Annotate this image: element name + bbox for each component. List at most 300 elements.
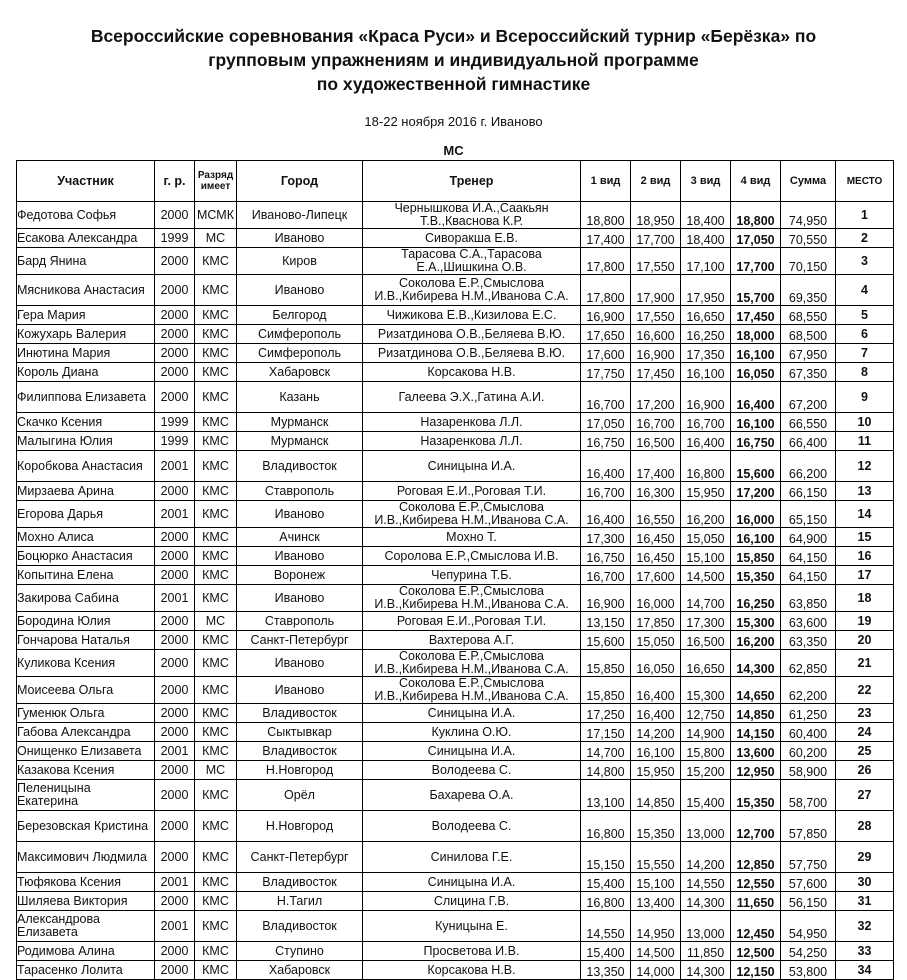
rank: КМС [195,704,237,723]
score-sum: 53,800 [781,961,836,980]
score-v3: 16,700 [681,413,731,432]
participant-name: Мясникова Анастасия [17,275,155,306]
rank: КМС [195,363,237,382]
coach: Соколова Е.Р.,Смыслова И.В.,Кибирева Н.М.,Иванова С.А. [363,275,581,306]
birth-year: 2000 [155,547,195,566]
score-v2: 14,850 [631,780,681,811]
birth-year: 2000 [155,892,195,911]
participant-name: Бородина Юлия [17,612,155,631]
score-v2: 15,050 [631,631,681,650]
score-v1: 16,900 [581,585,631,612]
coach: Роговая Е.И.,Роговая Т.И. [363,482,581,501]
header-year: г. р. [155,161,195,202]
city: Иваново [237,501,363,528]
place: 8 [836,363,894,382]
coach: Ризатдинова О.В.,Беляева В.Ю. [363,325,581,344]
score-v2: 15,550 [631,842,681,873]
participant-name: Гера Мария [17,306,155,325]
score-v2: 17,550 [631,248,681,275]
participant-name: Онищенко Елизавета [17,742,155,761]
rank: МС [195,612,237,631]
score-v1: 17,800 [581,275,631,306]
participant-name: Максимович Людмила [17,842,155,873]
score-v4: 12,150 [731,961,781,980]
coach: Куницына Е. [363,911,581,942]
coach: Тарасова С.А.,Тарасова Е.А.,Шишкина О.В. [363,248,581,275]
score-v3: 16,400 [681,432,731,451]
score-v3: 15,300 [681,677,731,704]
score-v2: 15,350 [631,811,681,842]
rank: КМС [195,528,237,547]
score-v4: 18,800 [731,202,781,229]
participant-name: Гуменюк Ольга [17,704,155,723]
score-v3: 14,550 [681,873,731,892]
coach: Просветова И.В. [363,942,581,961]
place: 14 [836,501,894,528]
rank: КМС [195,482,237,501]
city: Санкт-Петербург [237,842,363,873]
rank: КМС [195,566,237,585]
birth-year: 2000 [155,482,195,501]
score-sum: 65,150 [781,501,836,528]
participant-name: Габова Александра [17,723,155,742]
place: 27 [836,780,894,811]
rank: КМС [195,892,237,911]
coach: Назаренкова Л.Л. [363,413,581,432]
score-sum: 63,850 [781,585,836,612]
header-row [17,161,894,202]
score-sum: 62,200 [781,677,836,704]
table-row [17,811,894,842]
score-v3: 15,100 [681,547,731,566]
rank: КМС [195,650,237,677]
score-sum: 54,250 [781,942,836,961]
score-sum: 66,550 [781,413,836,432]
rank: КМС [195,585,237,612]
score-v2: 16,700 [631,413,681,432]
score-v4: 14,850 [731,704,781,723]
score-v3: 13,000 [681,911,731,942]
table-row [17,275,894,306]
participant-name: Малыгина Юлия [17,432,155,451]
score-sum: 67,950 [781,344,836,363]
score-v2: 17,400 [631,451,681,482]
score-v1: 16,800 [581,811,631,842]
coach: Вахтерова А.Г. [363,631,581,650]
score-v2: 14,500 [631,942,681,961]
place: 3 [836,248,894,275]
score-v1: 17,250 [581,704,631,723]
coach: Галеева Э.Х.,Гатина А.И. [363,382,581,413]
city: Хабаровск [237,363,363,382]
score-sum: 69,350 [781,275,836,306]
rank: КМС [195,248,237,275]
place: 18 [836,585,894,612]
city: Н.Новгород [237,761,363,780]
rank: МС [195,229,237,248]
participant-name: Закирова Сабина [17,585,155,612]
score-sum: 57,600 [781,873,836,892]
participant-name: Александрова Елизавета [17,911,155,942]
score-v3: 16,500 [681,631,731,650]
rank: КМС [195,344,237,363]
score-v3: 16,100 [681,363,731,382]
score-v4: 15,600 [731,451,781,482]
score-v1: 15,150 [581,842,631,873]
score-sum: 66,150 [781,482,836,501]
score-sum: 70,150 [781,248,836,275]
score-v1: 16,700 [581,382,631,413]
table-row [17,761,894,780]
place: 15 [836,528,894,547]
coach: Соколова Е.Р.,Смыслова И.В.,Кибирева Н.М.,Иванова С.А. [363,650,581,677]
score-sum: 61,250 [781,704,836,723]
score-v3: 17,950 [681,275,731,306]
score-sum: 63,350 [781,631,836,650]
city: Владивосток [237,911,363,942]
table-row [17,723,894,742]
title-line: по художественной гимнастике [316,74,591,94]
participant-name: Егорова Дарья [17,501,155,528]
table-row [17,911,894,942]
score-v1: 16,700 [581,566,631,585]
score-v1: 14,550 [581,911,631,942]
birth-year: 2001 [155,451,195,482]
participant-name: Боцюрко Анастасия [17,547,155,566]
rank: КМС [195,811,237,842]
header-v4: 4 вид [731,161,781,202]
table-row [17,961,894,980]
score-v1: 17,050 [581,413,631,432]
score-v4: 17,050 [731,229,781,248]
header-v2: 2 вид [631,161,681,202]
participant-name: Тарасенко Лолита [17,961,155,980]
birth-year: 2001 [155,742,195,761]
score-v3: 16,250 [681,325,731,344]
score-v4: 12,500 [731,942,781,961]
table-row [17,842,894,873]
birth-year: 1999 [155,413,195,432]
birth-year: 2000 [155,650,195,677]
place: 23 [836,704,894,723]
city: Владивосток [237,873,363,892]
coach: Синицына И.А. [363,742,581,761]
score-v2: 16,100 [631,742,681,761]
score-v1: 14,700 [581,742,631,761]
score-v2: 16,900 [631,344,681,363]
score-v4: 16,400 [731,382,781,413]
city: Владивосток [237,704,363,723]
birth-year: 2000 [155,306,195,325]
coach: Синицына И.А. [363,704,581,723]
score-v4: 16,100 [731,528,781,547]
header-v3: 3 вид [681,161,731,202]
score-v2: 15,100 [631,873,681,892]
rank: КМС [195,413,237,432]
score-v2: 15,950 [631,761,681,780]
table-row [17,202,894,229]
score-sum: 74,950 [781,202,836,229]
score-v3: 13,000 [681,811,731,842]
rank: КМС [195,911,237,942]
score-v2: 16,500 [631,432,681,451]
birth-year: 2000 [155,677,195,704]
score-sum: 68,500 [781,325,836,344]
place: 11 [836,432,894,451]
place: 22 [836,677,894,704]
coach: Володеева С. [363,761,581,780]
city: Владивосток [237,742,363,761]
coach: Ризатдинова О.В.,Беляева В.Ю. [363,344,581,363]
place: 7 [836,344,894,363]
score-v2: 17,450 [631,363,681,382]
score-v4: 15,350 [731,780,781,811]
birth-year: 2001 [155,873,195,892]
score-v3: 15,950 [681,482,731,501]
score-sum: 58,700 [781,780,836,811]
birth-year: 2000 [155,382,195,413]
score-v2: 13,400 [631,892,681,911]
document-title [0,24,907,96]
birth-year: 2001 [155,501,195,528]
birth-year: 2000 [155,961,195,980]
score-v2: 18,950 [631,202,681,229]
score-v1: 17,800 [581,248,631,275]
title-line: групповым упражнениям и индивидуальной программе [208,50,699,70]
score-v3: 14,700 [681,585,731,612]
participant-name: Копытина Елена [17,566,155,585]
score-v4: 14,150 [731,723,781,742]
score-v1: 16,800 [581,892,631,911]
score-v1: 17,150 [581,723,631,742]
place: 26 [836,761,894,780]
rank: КМС [195,742,237,761]
participant-name: Скачко Ксения [17,413,155,432]
rank: КМС [195,501,237,528]
score-v2: 16,300 [631,482,681,501]
participant-name: Тюфякова Ксения [17,873,155,892]
birth-year: 2000 [155,631,195,650]
score-v4: 12,850 [731,842,781,873]
city: Казань [237,382,363,413]
participant-name: Филиппова Елизавета [17,382,155,413]
city: Иваново [237,585,363,612]
coach: Соколова Е.Р.,Смыслова И.В.,Кибирева Н.М.,Иванова С.А. [363,677,581,704]
score-v1: 16,400 [581,451,631,482]
score-v3: 16,800 [681,451,731,482]
score-sum: 68,550 [781,306,836,325]
city: Иваново [237,547,363,566]
score-v1: 18,800 [581,202,631,229]
table-row [17,382,894,413]
coach: Володеева С. [363,811,581,842]
participant-name: Гончарова Наталья [17,631,155,650]
event-date: 18-22 ноября 2016 г. Иваново [364,114,543,129]
place: 28 [836,811,894,842]
score-v1: 15,600 [581,631,631,650]
birth-year: 2000 [155,942,195,961]
score-v1: 17,650 [581,325,631,344]
score-v4: 16,750 [731,432,781,451]
place: 17 [836,566,894,585]
score-sum: 70,550 [781,229,836,248]
city: Воронеж [237,566,363,585]
city: Ачинск [237,528,363,547]
rank: КМС [195,942,237,961]
table-row [17,451,894,482]
score-sum: 54,950 [781,911,836,942]
score-v1: 16,750 [581,432,631,451]
table-row [17,612,894,631]
birth-year: 1999 [155,229,195,248]
score-v2: 14,000 [631,961,681,980]
rank: КМС [195,275,237,306]
score-v1: 15,400 [581,873,631,892]
score-sum: 56,150 [781,892,836,911]
score-sum: 64,150 [781,566,836,585]
header-participant: Участник [17,161,155,202]
place: 33 [836,942,894,961]
score-v2: 17,900 [631,275,681,306]
birth-year: 2000 [155,761,195,780]
place: 2 [836,229,894,248]
table-row [17,650,894,677]
participant-name: Король Диана [17,363,155,382]
score-v4: 16,100 [731,413,781,432]
score-v3: 11,850 [681,942,731,961]
score-v2: 16,000 [631,585,681,612]
place: 10 [836,413,894,432]
place: 6 [836,325,894,344]
participant-name: Казакова Ксения [17,761,155,780]
score-v2: 17,550 [631,306,681,325]
score-v1: 16,900 [581,306,631,325]
coach: Роговая Е.И.,Роговая Т.И. [363,612,581,631]
score-v4: 17,450 [731,306,781,325]
score-sum: 64,150 [781,547,836,566]
score-v2: 17,200 [631,382,681,413]
score-v2: 17,600 [631,566,681,585]
score-v4: 13,600 [731,742,781,761]
score-sum: 67,350 [781,363,836,382]
participant-name: Мирзаева Арина [17,482,155,501]
coach: Корсакова Н.В. [363,363,581,382]
coach: Соколова Е.Р.,Смыслова И.В.,Кибирева Н.М.,Иванова С.А. [363,501,581,528]
place: 1 [836,202,894,229]
table-row [17,363,894,382]
place: 34 [836,961,894,980]
coach: Назаренкова Л.Л. [363,432,581,451]
participant-name: Коробкова Анастасия [17,451,155,482]
score-v3: 15,800 [681,742,731,761]
rank: КМС [195,780,237,811]
table-row [17,528,894,547]
score-v1: 15,850 [581,677,631,704]
coach: Корсакова Н.В. [363,961,581,980]
place: 19 [836,612,894,631]
score-v3: 16,650 [681,306,731,325]
score-v4: 16,000 [731,501,781,528]
rank: КМС [195,547,237,566]
score-v3: 14,200 [681,842,731,873]
coach: Слицина Г.В. [363,892,581,911]
city: Ступино [237,942,363,961]
birth-year: 2000 [155,344,195,363]
score-sum: 58,900 [781,761,836,780]
rank: КМС [195,723,237,742]
score-v4: 16,050 [731,363,781,382]
table-row [17,631,894,650]
score-v1: 17,750 [581,363,631,382]
score-v1: 17,600 [581,344,631,363]
place: 24 [836,723,894,742]
coach: Чижикова Е.В.,Кизилова Е.С. [363,306,581,325]
table-row [17,501,894,528]
score-v1: 15,850 [581,650,631,677]
city: Иваново [237,275,363,306]
score-v3: 15,050 [681,528,731,547]
table-row [17,677,894,704]
score-v4: 12,700 [731,811,781,842]
birth-year: 2000 [155,325,195,344]
score-v1: 13,350 [581,961,631,980]
participant-name: Бард Янина [17,248,155,275]
score-v3: 17,300 [681,612,731,631]
participant-name: Инютина Мария [17,344,155,363]
score-v2: 16,050 [631,650,681,677]
participant-name: Есакова Александра [17,229,155,248]
score-sum: 63,600 [781,612,836,631]
score-v2: 16,450 [631,547,681,566]
score-v4: 15,350 [731,566,781,585]
score-v2: 16,450 [631,528,681,547]
score-v3: 14,300 [681,892,731,911]
score-v4: 12,550 [731,873,781,892]
score-v1: 15,400 [581,942,631,961]
participant-name: Пеленицына Екатерина [17,780,155,811]
birth-year: 2000 [155,202,195,229]
rank: КМС [195,382,237,413]
score-v4: 14,300 [731,650,781,677]
rank: КМС [195,325,237,344]
header-city: Город [237,161,363,202]
table-row [17,344,894,363]
score-v1: 13,100 [581,780,631,811]
place: 31 [836,892,894,911]
coach: Сиворакша Е.В. [363,229,581,248]
rank: КМС [195,873,237,892]
score-v2: 17,700 [631,229,681,248]
header-v1: 1 вид [581,161,631,202]
score-sum: 66,200 [781,451,836,482]
score-v2: 16,600 [631,325,681,344]
birth-year: 2000 [155,723,195,742]
score-v2: 16,550 [631,501,681,528]
participant-name: Моисеева Ольга [17,677,155,704]
rank: КМС [195,306,237,325]
coach: Чернышкова И.А.,Саакьян Т.В.,Кваснова К.Р. [363,202,581,229]
score-v3: 18,400 [681,229,731,248]
coach: Синицына И.А. [363,873,581,892]
rank: КМС [195,451,237,482]
place: 25 [836,742,894,761]
score-v4: 11,650 [731,892,781,911]
score-v4: 18,000 [731,325,781,344]
score-v4: 15,700 [731,275,781,306]
table-row [17,248,894,275]
score-sum: 60,400 [781,723,836,742]
score-v4: 15,300 [731,612,781,631]
